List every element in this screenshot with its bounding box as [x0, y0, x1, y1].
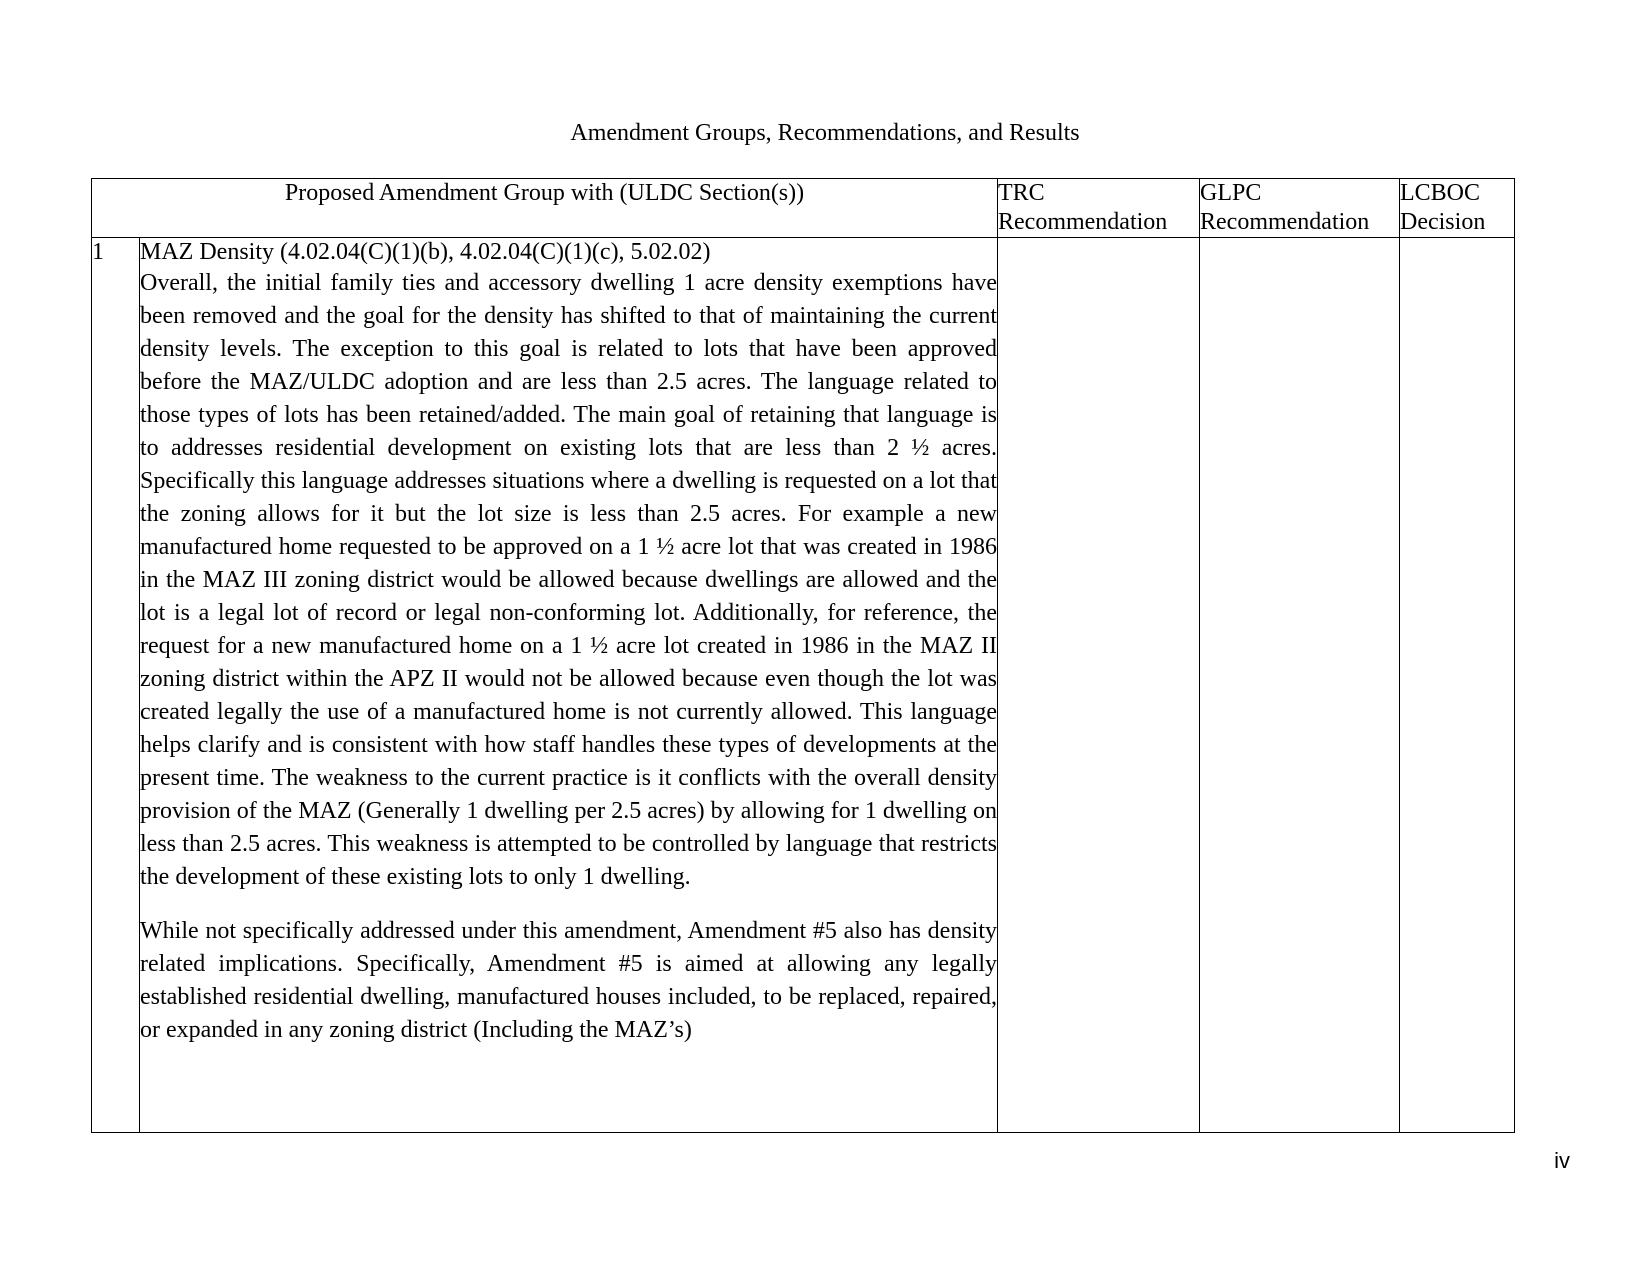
table-row: [92, 238, 1515, 1133]
page-number: iv: [1554, 1148, 1570, 1173]
amendment-table: [91, 178, 1515, 1133]
header-glpc-recommendation: [1200, 179, 1400, 238]
trc-recommendation-cell: [998, 238, 1200, 1133]
header-amendment-group: Proposed Amendment Group with (ULDC Section(s)): [92, 179, 998, 238]
amendment-heading: MAZ Density (4.02.04(C)(1)(b), 4.02.04(C)(1)(c), 5.02.02): [140, 239, 711, 265]
amendment-paragraph-1: Overall, the initial family ties and accessory dwelling 1 acre density exemptions have been removed and the goal for the density has shifted to that of maintaining the current density levels. The exception to this goal is related to lots that have been approved before the MAZ/ULDC adoption and are less than 2.5 acres. The language related to those types of lots has been retained/added. The main goal of retaining that language is to addresses residential development on existing lots that are less than 2 ½ acres. Specifically this language addresses situations where a dwelling is requested on a lot that the zoning allows for it but the lot size is less than 2.5 acres. For example a new manufactured home requested to be approved on a 1 ½ acre lot that was created in 1986 in the MAZ III zoning district would be allowed because dwellings are allowed and the lot is a legal lot of record or legal non-conforming lot. Additionally, for reference, the request for a new manufactured home on a 1 ½ acre lot created in 1986 in the MAZ II zoning district within the APZ II would not be allowed because even though the lot was created legally the use of a manufactured home is not currently allowed. This language helps clarify and is consistent with how staff handles these types of developments at the present time. The weakness to the current practice is it conflicts with the overall density provision of the MAZ (Generally 1 dwelling per 2.5 acres) by allowing for 1 dwelling on less than 2.5 acres. This weakness is attempted to be controlled by language that restricts the development of these existing lots to only 1 dwelling.: [140, 270, 997, 890]
header-glpc-line1: GLPC: [1200, 180, 1262, 206]
amendment-description-cell: [140, 238, 998, 1133]
header-lcboc-line2: Decision: [1400, 209, 1486, 235]
header-trc-line2: Recommendation: [998, 209, 1168, 235]
lcboc-decision-cell: [1400, 238, 1515, 1133]
header-trc-line1: TRC: [998, 180, 1045, 206]
document-title: Amendment Groups, Recommendations, and Results: [570, 120, 1080, 146]
row-number: 1: [92, 238, 140, 1133]
header-glpc-line2: Recommendation: [1200, 209, 1370, 235]
header-lcboc-line1: LCBOC: [1400, 180, 1481, 206]
table-header-row: [92, 179, 1515, 238]
amendment-paragraph-2: While not specifically addressed under this amendment, Amendment #5 also has density related implications. Specifically, Amendment #5 is aimed at allowing any legally established residential dwelling, manufactured houses included, to be replaced, repaired, or expanded in any zoning district (Including the MAZ’s): [140, 918, 997, 1043]
glpc-recommendation-cell: [1200, 238, 1400, 1133]
header-lcboc-decision: [1400, 179, 1515, 238]
header-trc-recommendation: [998, 179, 1200, 238]
